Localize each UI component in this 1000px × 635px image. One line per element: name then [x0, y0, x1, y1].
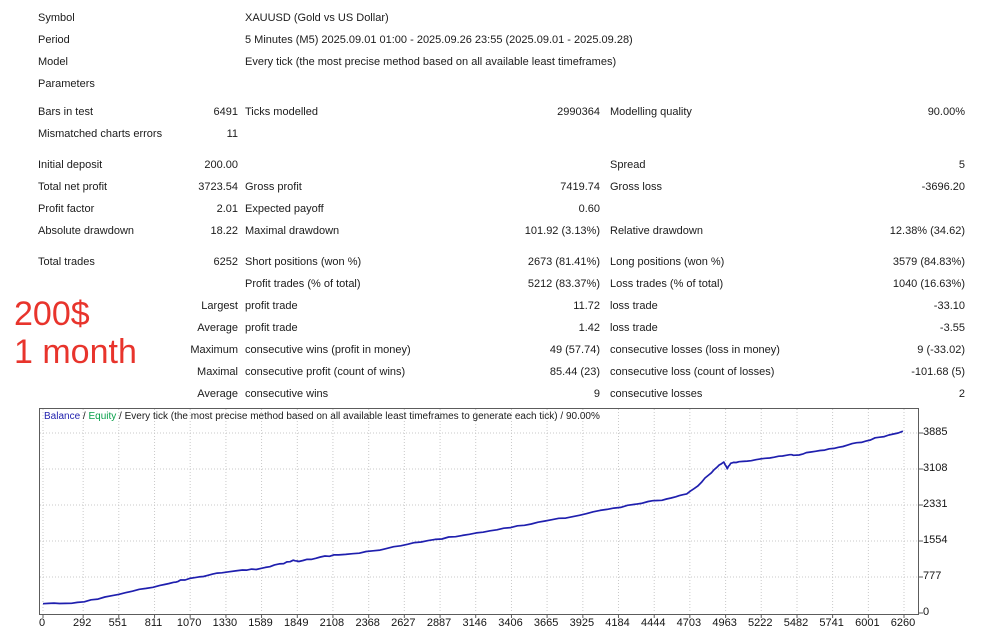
- report-value: Average: [197, 322, 238, 334]
- x-axis-label: 4703: [676, 617, 702, 629]
- report-row: [0, 383, 1000, 405]
- report-row: [0, 361, 1000, 383]
- report-value: 90.00%: [927, 106, 965, 118]
- report-row: [0, 220, 1000, 242]
- report-value: -101.68 (5): [911, 366, 965, 378]
- report-row: [0, 7, 1000, 29]
- x-axis-label: 6001: [855, 617, 880, 629]
- report-label: Relative drawdown: [610, 225, 703, 237]
- report-label: consecutive loss (count of losses): [610, 366, 775, 378]
- report-value: 9: [593, 388, 600, 400]
- y-axis-label: 1554: [923, 534, 948, 546]
- report-value: Maximal: [197, 366, 238, 378]
- report-value: 2990364: [557, 106, 600, 118]
- x-axis-label: 6260: [890, 617, 916, 629]
- x-axis-label: 2627: [391, 617, 416, 629]
- y-axis-label: 777: [923, 570, 942, 582]
- report-label: Ticks modelled: [245, 106, 318, 118]
- x-axis-label: 0: [38, 617, 46, 629]
- x-axis-label: 3925: [569, 617, 595, 629]
- report-row: [0, 123, 1000, 145]
- x-axis-label: 2108: [319, 617, 345, 629]
- report-value: 6491: [213, 106, 238, 118]
- report-row: [0, 73, 1000, 95]
- balance-chart: [39, 408, 919, 615]
- x-axis-label: 5741: [819, 617, 844, 629]
- report-value: 3723.54: [198, 181, 238, 193]
- x-axis-label: 3146: [462, 617, 487, 629]
- report-value: 2673 (81.41%): [527, 256, 600, 268]
- report-label: consecutive wins: [245, 388, 329, 400]
- report-label: loss trade: [610, 300, 658, 312]
- x-axis-label: 4444: [640, 617, 666, 629]
- report-row: [0, 317, 1000, 339]
- report-label: Maximal drawdown: [245, 225, 340, 237]
- report-label: Parameters: [38, 78, 95, 90]
- x-axis-label: 1330: [212, 617, 238, 629]
- report-row: [0, 273, 1000, 295]
- legend-separator: /: [116, 411, 125, 422]
- y-axis-labels: [923, 408, 993, 633]
- report-label: Symbol: [38, 12, 75, 24]
- report-value: 9 (-33.02): [917, 344, 965, 356]
- report-wide-value: XAUUSD (Gold vs US Dollar): [245, 12, 389, 24]
- report-row: [0, 176, 1000, 198]
- y-axis-label: 0: [923, 606, 930, 618]
- report-value: 12.38% (34.62): [889, 225, 965, 237]
- report-value: -33.10: [933, 300, 965, 312]
- report-value: 200.00: [204, 159, 238, 171]
- report-value: 0.60: [578, 203, 600, 215]
- x-axis-label: 3665: [533, 617, 559, 629]
- report-label: profit trade: [245, 300, 298, 312]
- report-value: Average: [197, 388, 238, 400]
- report-label: profit trade: [245, 322, 298, 334]
- report-row: [0, 101, 1000, 123]
- chart-legend: [44, 411, 600, 422]
- annotation-note: [14, 295, 137, 371]
- x-axis-label: 5482: [783, 617, 809, 629]
- report-value: 2: [958, 388, 965, 400]
- report-row: [0, 339, 1000, 361]
- x-axis-label: 1589: [248, 617, 273, 629]
- report-label: Short positions (won %): [245, 256, 362, 268]
- report-value: 1.42: [578, 322, 600, 334]
- x-axis-label: 2887: [426, 617, 452, 629]
- report-row: [0, 29, 1000, 51]
- report-value: Largest: [201, 300, 238, 312]
- legend-equity-label: Equity: [88, 411, 117, 422]
- report-label: Absolute drawdown: [38, 225, 135, 237]
- report-value: 11: [226, 128, 238, 140]
- report-row: [0, 154, 1000, 176]
- x-axis-label: 292: [72, 617, 92, 629]
- report-row: [0, 198, 1000, 220]
- report-value: 11.72: [573, 300, 600, 312]
- report-label: consecutive wins (profit in money): [245, 344, 411, 356]
- report-value: -3696.20: [921, 181, 965, 193]
- x-axis-label: 1070: [176, 617, 202, 629]
- report-label: Spread: [610, 159, 646, 171]
- x-axis-label: 4963: [712, 617, 737, 629]
- report-label: Total trades: [38, 256, 95, 268]
- report-value: 2.01: [216, 203, 238, 215]
- report-label: Initial deposit: [38, 159, 103, 171]
- report-label: loss trade: [610, 322, 658, 334]
- report-label: consecutive losses (loss in money): [610, 344, 780, 356]
- report-value: 85.44 (23): [549, 366, 600, 378]
- report-label: consecutive profit (count of wins): [245, 366, 406, 378]
- x-axis-label: 4184: [605, 617, 630, 629]
- legend-separator: /: [80, 411, 89, 422]
- report-value: 5: [958, 159, 965, 171]
- report-value: 7419.74: [560, 181, 600, 193]
- balance-curve: [43, 431, 903, 604]
- report-row: [0, 51, 1000, 73]
- legend-description: Every tick (the most precise method based on all available least timeframes to generate each tick) / 90.00%: [124, 411, 600, 422]
- report-label: Bars in test: [38, 106, 94, 118]
- report-value: 18.22: [210, 225, 238, 237]
- report-label: Expected payoff: [245, 203, 324, 215]
- report-value: 6252: [213, 256, 238, 268]
- legend-balance-label: Balance: [44, 411, 81, 422]
- report-value: 49 (57.74): [549, 344, 600, 356]
- report-value: 101.92 (3.13%): [524, 225, 600, 237]
- y-axis-label: 2331: [923, 498, 948, 510]
- report-value: Maximum: [190, 344, 238, 356]
- report-row: [0, 295, 1000, 317]
- annotation-duration: 1 month: [14, 333, 137, 371]
- annotation-deposit: 200$: [14, 295, 90, 333]
- report-label: Model: [38, 56, 68, 68]
- x-axis-labels: [39, 617, 959, 633]
- report-label: Loss trades (% of total): [610, 278, 724, 290]
- x-axis-label: 811: [144, 617, 163, 629]
- report-label: Modelling quality: [610, 106, 692, 118]
- report-label: Period: [38, 34, 70, 46]
- strategy-tester-report: [0, 7, 1000, 405]
- x-axis-label: 3406: [498, 617, 523, 629]
- report-label: Profit trades (% of total): [245, 278, 361, 290]
- balance-chart-plot: [40, 409, 918, 614]
- x-axis-label: 551: [108, 617, 127, 629]
- report-label: Gross loss: [610, 181, 662, 193]
- report-wide-value: 5 Minutes (M5) 2025.09.01 01:00 - 2025.09.26 23:55 (2025.09.01 - 2025.09.28): [245, 34, 633, 46]
- x-axis-label: 1849: [284, 617, 309, 629]
- report-label: Mismatched charts errors: [38, 128, 163, 140]
- x-axis-label: 5222: [747, 617, 773, 629]
- report-label: Gross profit: [245, 181, 302, 193]
- report-label: Long positions (won %): [610, 256, 725, 268]
- report-value: 1040 (16.63%): [892, 278, 965, 290]
- report-value: -3.55: [939, 322, 965, 334]
- report-value: 5212 (83.37%): [527, 278, 600, 290]
- y-axis-label: 3885: [923, 426, 948, 438]
- report-label: consecutive losses: [610, 388, 703, 400]
- report-row: [0, 251, 1000, 273]
- report-label: Profit factor: [38, 203, 95, 215]
- report-label: Total net profit: [38, 181, 108, 193]
- x-axis-label: 2368: [355, 617, 380, 629]
- report-wide-value: Every tick (the most precise method based on all available least timeframes): [245, 56, 617, 68]
- y-axis-label: 3108: [923, 462, 948, 474]
- report-value: 3579 (84.83%): [892, 256, 965, 268]
